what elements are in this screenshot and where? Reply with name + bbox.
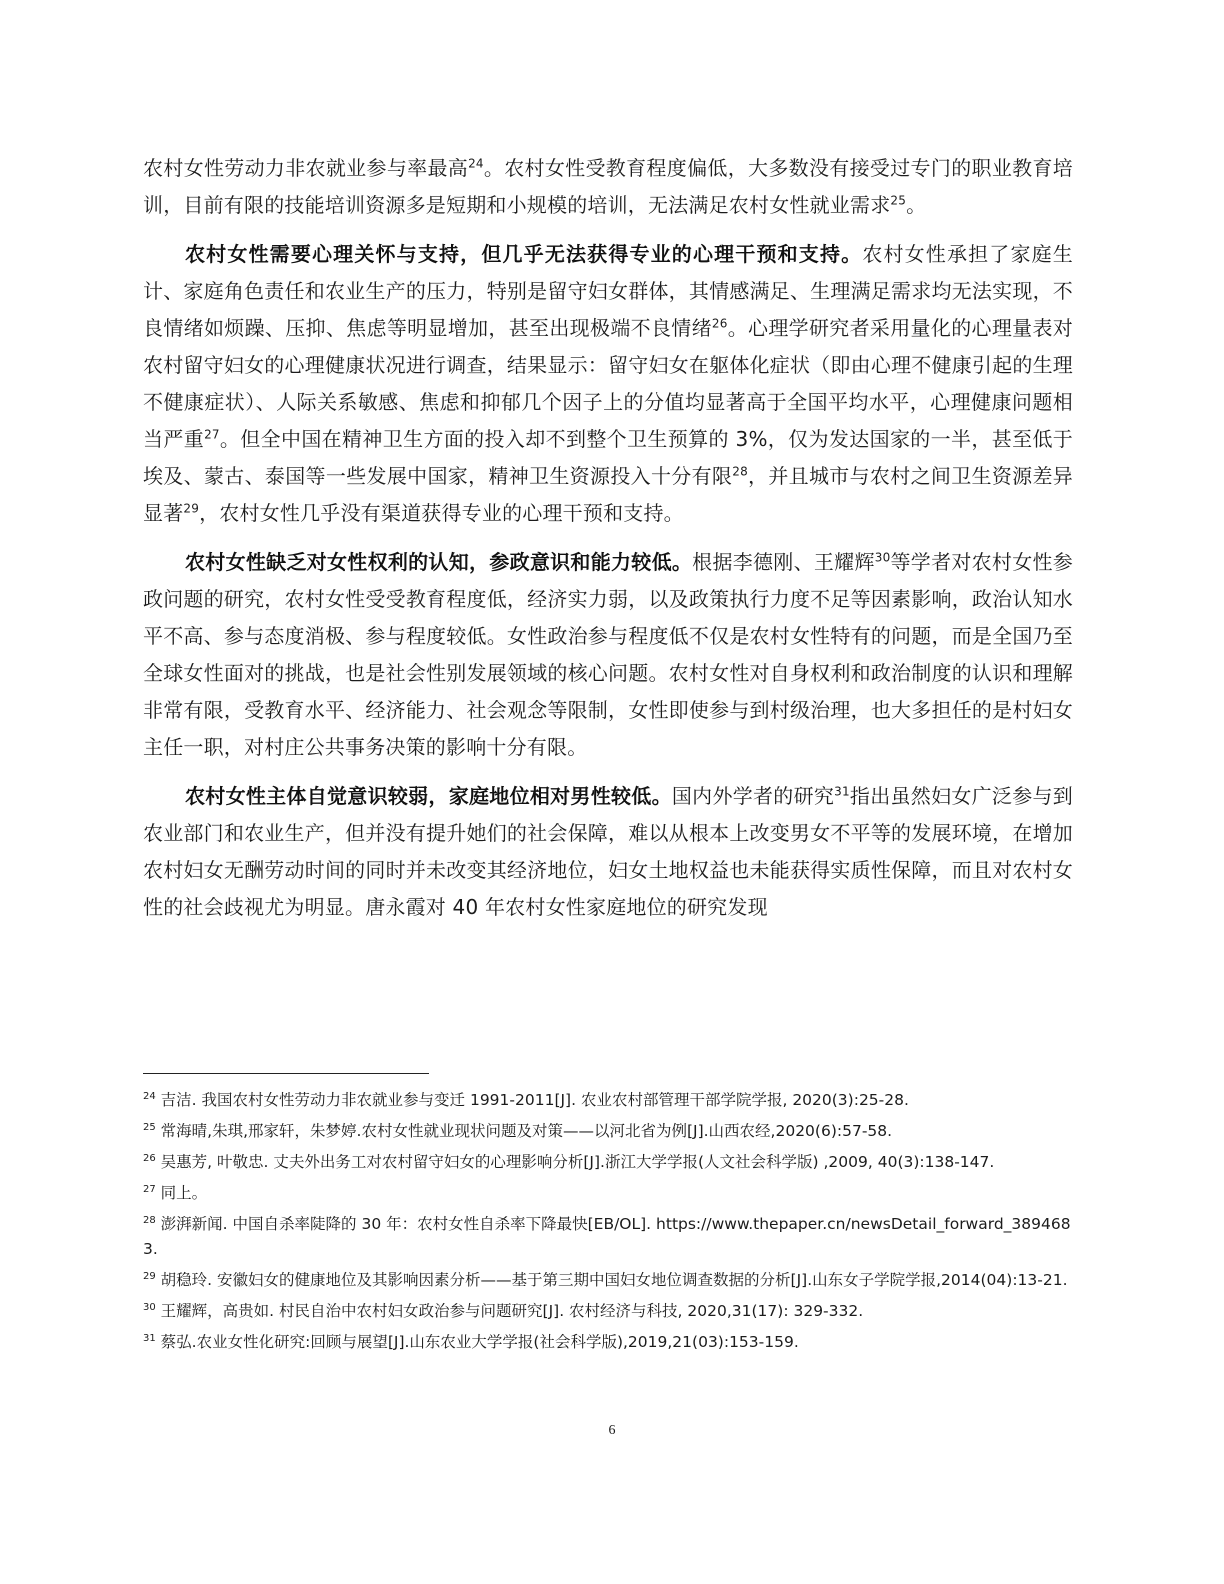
paragraph-text: 。心理学研究者采用量化的心理量表对农村留守妇女的心理健康状况进行调查，结果显示：留守妇女在躯体化症状（即由心理不健康引起的生理不健康症状）、人际关系敏感、焦虑和抑郁几个因子上的分值均显著高于全国平均水平，心理健康问题相当严重 bbox=[143, 316, 1073, 451]
footnote-ref[interactable]: 30 bbox=[874, 550, 891, 565]
footnote-ref[interactable]: 31 bbox=[834, 784, 850, 799]
footnote-ref[interactable]: 25 bbox=[890, 193, 907, 208]
paragraph-text: 农村女性劳动力非农就业参与率最高 bbox=[143, 156, 469, 180]
footnote-28 bbox=[143, 1212, 1073, 1262]
footnote-30 bbox=[143, 1299, 1073, 1324]
paragraph-text: 。农村女性受教育程度偏低，大多数没有接受过专门的职业教育培训，目前有限的技能培训资源多是短期和小规模的培训，无法满足农村女性就业需求 bbox=[143, 156, 1073, 217]
paragraph-heading: 农村女性需要心理关怀与支持，但几乎无法获得专业的心理干预和支持。 bbox=[185, 242, 863, 266]
footnote-text[interactable]: 澎湃新闻. 中国自杀率陡降的 30 年：农村女性自杀率下降最快[EB/OL]. https://www.thepaper.cn/newsDetail_forward_3894683. bbox=[143, 1215, 1071, 1258]
footnote-27 bbox=[143, 1181, 1073, 1206]
paragraph-family-status bbox=[143, 778, 1073, 926]
paragraph-text: 根据李德刚、王耀辉 bbox=[692, 550, 875, 574]
paragraph-text: 。 bbox=[906, 193, 927, 217]
footnote-text: 常海晴,朱琪,邢家轩，朱梦婷.农村女性就业现状问题及对策——以河北省为例[J].山西农经,2020(6):57-58. bbox=[160, 1122, 893, 1140]
footnote-text: 吴惠芳, 叶敬忠. 丈夫外出务工对农村留守妇女的心理影响分析[J].浙江大学学报(人文社会科学版) ,2009, 40(3):138-147. bbox=[160, 1153, 995, 1171]
paragraph-text: ，并且城市与农村之间卫生资源差异显著 bbox=[143, 464, 1073, 525]
footnote-number: 24 bbox=[143, 1090, 156, 1102]
footnote-text: 王耀辉，高贵如. 村民自治中农村妇女政治参与问题研究[J]. 农村经济与科技, 2020,31(17): 329-332. bbox=[160, 1302, 864, 1320]
footnote-text: 蔡弘.农业女性化研究:回顾与展望[J].山东农业大学学报(社会科学版),2019,21(03):153-159. bbox=[160, 1333, 799, 1351]
paragraph-text: 农村女性承担了家庭生计、家庭角色责任和农业生产的压力，特别是留守妇女群体，其情感满足、生理满足需求均无法实现，不良情绪如烦躁、压抑、焦虑等明显增加，甚至出现极端不良情绪 bbox=[143, 242, 1074, 340]
footnote-number: 28 bbox=[143, 1214, 156, 1226]
footnote-ref[interactable]: 26 bbox=[711, 316, 728, 331]
footnote-number: 29 bbox=[143, 1270, 156, 1282]
footnote-number: 27 bbox=[143, 1183, 156, 1195]
footnote-ref[interactable]: 29 bbox=[183, 501, 200, 516]
body-text bbox=[143, 150, 1073, 926]
page-number: 6 bbox=[608, 1423, 616, 1438]
footnote-number: 31 bbox=[143, 1332, 156, 1344]
footnote-24 bbox=[143, 1088, 1073, 1113]
paragraph-political-participation bbox=[143, 544, 1073, 766]
footnote-ref[interactable]: 27 bbox=[204, 427, 220, 442]
paragraph-text: 指出虽然妇女广泛参与到农业部门和农业生产，但并没有提升她们的社会保障，难以从根本上改变男女不平等的发展环境，在增加农村妇女无酬劳动时间的同时并未改变其经济地位，妇女土地权益也未能获得实质性保障，而且对农村女性的社会歧视尤为明显。唐永霞对 40 年农村女性家庭地位的研究发现 bbox=[143, 784, 1073, 919]
paragraph-text: 。但全中国在精神卫生方面的投入却不到整个卫生预算的 3%，仅为发达国家的一半，甚至低于埃及、蒙古、泰国等一些发展中国家，精神卫生资源投入十分有限 bbox=[143, 427, 1073, 488]
footnote-text: 同上。 bbox=[160, 1184, 208, 1202]
paragraph-text: ，农村女性几乎没有渠道获得专业的心理干预和支持。 bbox=[199, 501, 684, 525]
paragraph-heading: 农村女性主体自觉意识较弱，家庭地位相对男性较低。 bbox=[185, 784, 672, 808]
paragraph-psychological-support bbox=[143, 236, 1073, 532]
paragraph-continuation bbox=[143, 150, 1073, 224]
footnote-ref[interactable]: 24 bbox=[468, 156, 484, 171]
footnotes bbox=[143, 1088, 1073, 1361]
footnote-text: 胡稳玲. 安徽妇女的健康地位及其影响因素分析——基于第三期中国妇女地位调查数据的分析[J].山东女子学院学报,2014(04):13-21. bbox=[160, 1271, 1068, 1289]
footnote-text: 吉洁. 我国农村女性劳动力非农就业参与变迁 1991-2011[J]. 农业农村部管理干部学院学报, 2020(3):25-28. bbox=[160, 1091, 909, 1109]
footnote-number: 26 bbox=[143, 1152, 156, 1164]
paragraph-heading: 农村女性缺乏对女性权利的认知，参政意识和能力较低。 bbox=[185, 550, 693, 574]
paragraph-text: 等学者对农村女性参政问题的研究，农村女性受受教育程度低，经济实力弱，以及政策执行力度不足等因素影响，政治认知水平不高、参与态度消极、参与程度较低。女性政治参与程度低不仅是农村女性特有的问题，而是全国乃至全球女性面对的挑战，也是社会性别发展领域的核心问题。农村女性对自身权利和政治制度的认识和理解非常有限，受教育水平、经济能力、社会观念等限制，女性即使参与到村级治理，也大多担任的是村妇女主任一职，对村庄公共事务决策的影响十分有限。 bbox=[143, 550, 1073, 759]
paragraph-text: 国内外学者的研究 bbox=[671, 784, 835, 808]
footnote-31 bbox=[143, 1330, 1073, 1355]
footnote-ref[interactable]: 28 bbox=[732, 464, 748, 479]
footnote-number: 30 bbox=[143, 1301, 156, 1313]
footnote-26 bbox=[143, 1150, 1073, 1175]
footnote-separator bbox=[143, 1073, 429, 1074]
footnote-number: 25 bbox=[143, 1121, 156, 1133]
footnote-29 bbox=[143, 1268, 1073, 1293]
footnote-25 bbox=[143, 1119, 1073, 1144]
